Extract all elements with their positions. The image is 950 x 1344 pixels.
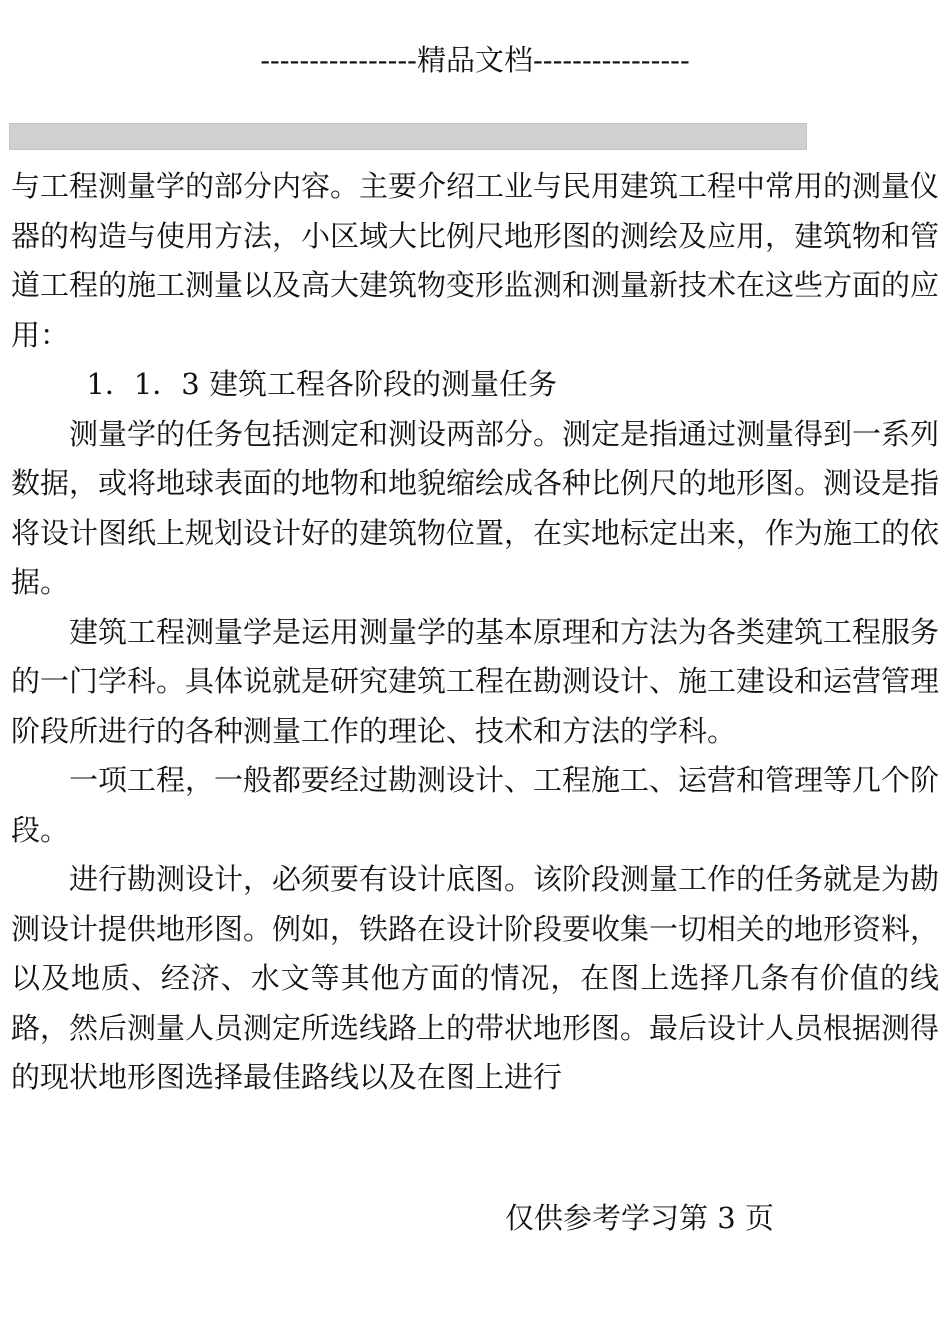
paragraph-measurement-tasks: 测量学的任务包括测定和测设两部分。测定是指通过测量得到一系列数据，或将地球表面的地物和地貌缩绘成各种比例尺的地形图。测设是指将设计图纸上规划设计好的建筑物位置，在实地标定出来，作为施工的依据。 [11, 416, 940, 599]
document-body [11, 162, 939, 1103]
page-footer: 仅供参考学习第 3 页 [505, 1201, 774, 1235]
paragraph-project-stages: 一项工程，一般都要经过勘测设计、工程施工、运营和管理等几个阶段。 [11, 763, 940, 847]
page-header: ----------------精品文档---------------- [260, 43, 690, 77]
header-divider-bar [9, 123, 807, 150]
paragraph-survey-design: 进行勘测设计，必须要有设计底图。该阶段测量工作的任务就是为勘测设计提供地形图。例如，铁路在设计阶段要收集一切相关的地形资料，以及地质、经济、水文等其他方面的情况，在图上选择几条有价值的线路，然后测量人员测定所选线路上的带状地形图。最后设计人员根据测得的现状地形图选择最佳路线以及在图上进行 [11, 862, 940, 1094]
section-heading: 1．1．3 建筑工程各阶段的测量任务 [86, 367, 557, 401]
paragraph-definition: 建筑工程测量学是运用测量学的基本原理和方法为各类建筑工程服务的一门学科。具体说就是研究建筑工程在勘测设计、施工建设和运营管理阶段所进行的各种测量工作的理论、技术和方法的学科。 [11, 614, 940, 748]
paragraph-intro-continued: 与工程测量学的部分内容。主要介绍工业与民用建筑工程中常用的测量仪器的构造与使用方法，小区域大比例尺地形图的测绘及应用，建筑物和管道工程的施工测量以及高大建筑物变形监测和测量新技术在这些方面的应用： [11, 169, 940, 352]
